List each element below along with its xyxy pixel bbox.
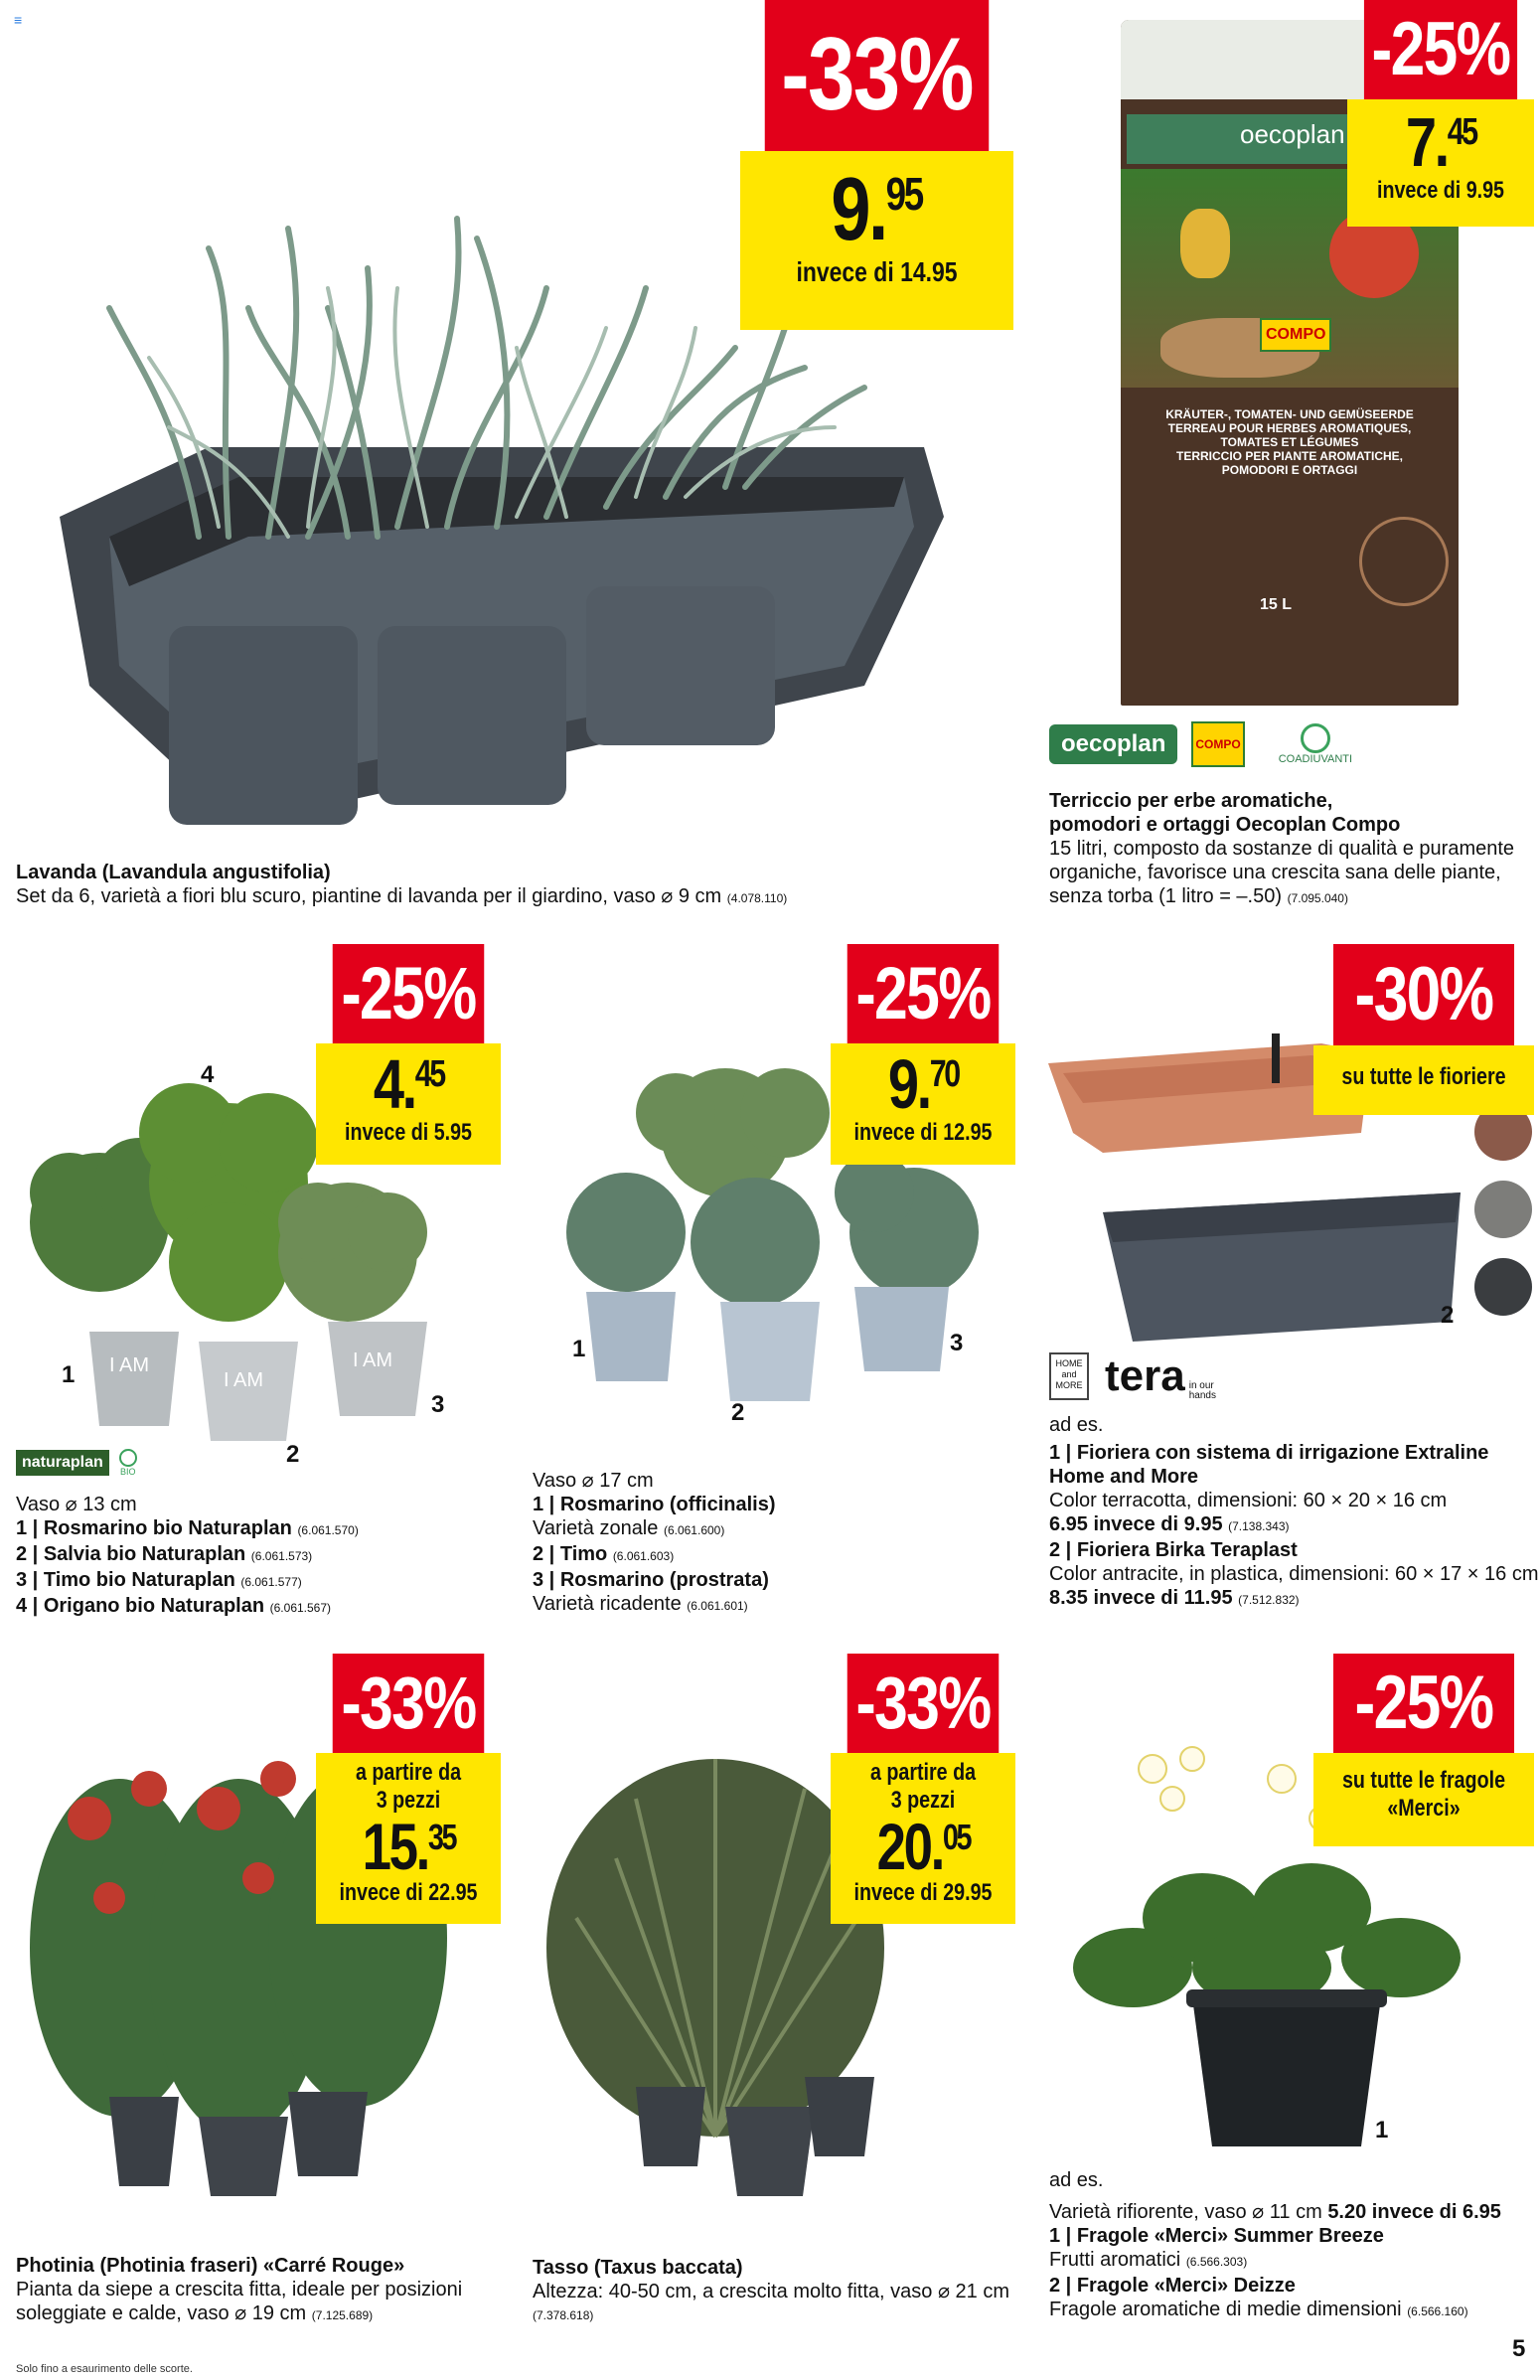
fragole-text: ad es. Varietà rifiorente, vaso ⌀ 11 cm 5.20 invece di 6.95 1 | Fragole «Merci» Summer Breeze Frutti aromatici (6.566.303) 2 | Fragole «Merci» Deizze Fragole aromatiche di medie dimensioni (6.566.160) bbox=[1049, 2169, 1501, 2320]
rosmarino-price: 9 . 70 bbox=[887, 1045, 959, 1123]
rosmarino-invece: invece di 12.95 bbox=[853, 1119, 993, 1146]
naturaplan-logo: naturaplan BIO bbox=[16, 1449, 137, 1477]
svg-text:I AM: I AM bbox=[224, 1369, 264, 1391]
fioriere-discount: -30% bbox=[1333, 944, 1514, 1045]
fragole-label-1: 1 bbox=[1375, 2117, 1389, 2143]
svg-text:I AM: I AM bbox=[109, 1354, 150, 1376]
terriccio-badge bbox=[1347, 0, 1534, 227]
terriccio-text: Terriccio per erbe aromatiche, pomodori e ortaggi Oecoplan Compo 15 litri, composto da sostanze di qualità e puramente organiche, favorisce una crescita sana delle piante, senza torba (1 litro = –.50) (7.095.040) bbox=[1049, 790, 1515, 907]
naturaplan-invece: invece di 5.95 bbox=[345, 1119, 472, 1146]
fragole-badge bbox=[1313, 1654, 1534, 1846]
lavanda-text bbox=[16, 861, 787, 910]
fioriere-swatch-3 bbox=[1474, 1258, 1532, 1316]
rosmarino-badge bbox=[831, 944, 1015, 1165]
lavanda-code: (4.078.110) bbox=[726, 891, 788, 905]
corner-mark: ≡ bbox=[14, 12, 23, 28]
terriccio-invece: invece di 9.95 bbox=[1377, 177, 1504, 204]
footer-disclaimer: Solo fino a esaurimento delle scorte. bbox=[16, 2363, 193, 2375]
photinia-invece: invece di 22.95 bbox=[339, 1879, 478, 1907]
lavanda-badge bbox=[740, 0, 1013, 330]
naturaplan-price: 4 . 45 bbox=[373, 1045, 444, 1123]
naturaplan-label-4: 4 bbox=[201, 1061, 215, 1088]
photinia-badge bbox=[316, 1654, 501, 1924]
photinia-price-box: a partire da 3 pezzi 15 . 35 invece di 22.95 bbox=[316, 1753, 501, 1924]
svg-text:I AM: I AM bbox=[353, 1349, 393, 1371]
terriccio-bag-compo: COMPO bbox=[1260, 318, 1331, 352]
naturaplan-price-box bbox=[316, 1043, 501, 1165]
fragole-note-box: su tutte le fragole «Merci» bbox=[1313, 1753, 1534, 1846]
naturaplan-label-1: 1 bbox=[62, 1361, 76, 1388]
terriccio-logos bbox=[1049, 721, 1352, 767]
fioriere-note: su tutte le fioriere bbox=[1341, 1063, 1506, 1090]
tasso-text: Tasso (Taxus baccata) Altezza: 40-50 cm, a crescita molto fitta, vaso ⌀ 21 cm (7.378.618) bbox=[533, 2257, 1009, 2322]
lavanda-title: Lavanda (Lavandula angustifolia) bbox=[16, 862, 331, 883]
photinia-text: Photinia (Photinia fraseri) «Carré Rouge» Pianta da siepe a crescita fitta, ideale per posizioni soleggiate e calde, vaso ⌀ 19 cm (7.125.689) bbox=[16, 2255, 463, 2324]
terriccio-bag-brand: oecoplan bbox=[1240, 119, 1345, 149]
tasso-discount: -33% bbox=[847, 1654, 1000, 1753]
lavanda-price: 9 . 95 bbox=[831, 160, 923, 259]
rosmarino-label-3: 3 bbox=[950, 1330, 964, 1356]
rosmarino-price-box bbox=[831, 1043, 1015, 1165]
rosmarino-label-2: 2 bbox=[731, 1399, 745, 1426]
naturaplan-label-3: 3 bbox=[431, 1391, 445, 1418]
naturaplan-label-2: 2 bbox=[286, 1441, 300, 1468]
terriccio-price: 7 . 45 bbox=[1405, 103, 1476, 181]
naturaplan-text: Vaso ⌀ 13 cm 1 | Rosmarino bio Naturaplan (6.061.570) 2 | Salvia bio Naturaplan (6.061.573) 3 | Timo bio Naturaplan (6.061.577) 4 | Origano bio Naturaplan (6.061.567) bbox=[16, 1494, 359, 1617]
tasso-price-box: a partire da 3 pezzi 20 . 05 invece di 29.95 bbox=[831, 1753, 1015, 1924]
rosmarino-text: Vaso ⌀ 17 cm 1 | Rosmarino (officinalis) Varietà zonale (6.061.600) 2 | Timo (6.061.603) 3 | Rosmarino (prostrata) Varietà ricadente (6.061.601) bbox=[533, 1470, 776, 1615]
naturaplan-badge bbox=[316, 944, 501, 1165]
rosmarino-discount: -25% bbox=[847, 944, 1000, 1043]
terriccio-bag-volume: 15 L bbox=[1260, 596, 1293, 613]
fioriere-text: ad es. 1 | Fioriera con sistema di irrigazione Extraline Home and More Color terracotta, dimensioni: 60 × 20 × 16 cm 6.95 invece di 9.95 (7.138.343) 2 | Fioriera Birka Teraplast Color antracite, in plastica, dimensioni: 60 × 17 × 16 cm 8.35 invece di 11.95 (7.512.832) bbox=[1049, 1414, 1539, 1609]
coadiuvanti-logo: COADIUVANTI bbox=[1279, 723, 1352, 765]
tera-logo: tera in our hands bbox=[1105, 1351, 1216, 1401]
tasso-badge bbox=[831, 1654, 1015, 1924]
tasso-invece: invece di 29.95 bbox=[853, 1879, 993, 1907]
terriccio-price-box bbox=[1347, 99, 1534, 227]
page-number: 5 bbox=[1512, 2335, 1526, 2362]
compo-logo: COMPO bbox=[1191, 721, 1244, 767]
fioriere-note-box bbox=[1313, 1045, 1534, 1115]
rosmarino-label-1: 1 bbox=[572, 1336, 586, 1362]
terriccio-discount: -25% bbox=[1364, 0, 1517, 99]
home-and-more-logo: HOME and MORE bbox=[1049, 1352, 1089, 1400]
lavanda-invece: invece di 14.95 bbox=[796, 256, 958, 287]
lavanda-discount: -33% bbox=[765, 0, 990, 151]
fioriere-swatch-2 bbox=[1474, 1181, 1532, 1238]
fioriere-logos bbox=[1049, 1351, 1223, 1401]
photinia-price: 15 . 35 bbox=[362, 1810, 455, 1884]
lavanda-price-box bbox=[740, 151, 1013, 330]
photinia-discount: -33% bbox=[333, 1654, 485, 1753]
tasso-price: 20 . 05 bbox=[876, 1810, 970, 1884]
lavanda-desc: Set da 6, varietà a fiori blu scuro, piantine di lavanda per il giardino, vaso ⌀ 9 cm bbox=[16, 885, 722, 907]
naturaplan-discount: -25% bbox=[333, 944, 485, 1043]
fioriere-label-2: 2 bbox=[1441, 1302, 1455, 1329]
fioriere-badge bbox=[1313, 944, 1534, 1115]
oecoplan-logo: oecoplan bbox=[1049, 724, 1177, 764]
fragole-discount: -25% bbox=[1333, 1654, 1514, 1753]
terriccio-bag: oecoplan COMPO KRÄUTER-, TOMATEN- UND GEMÜSEERDE TERREAU POUR HERBES AROMATIQUES, TOMATES ET LÉGUMES TERRICCIO PER PIANTE AROMATICHE, POMODORI E ORTAGGI 15 L bbox=[1121, 20, 1459, 706]
